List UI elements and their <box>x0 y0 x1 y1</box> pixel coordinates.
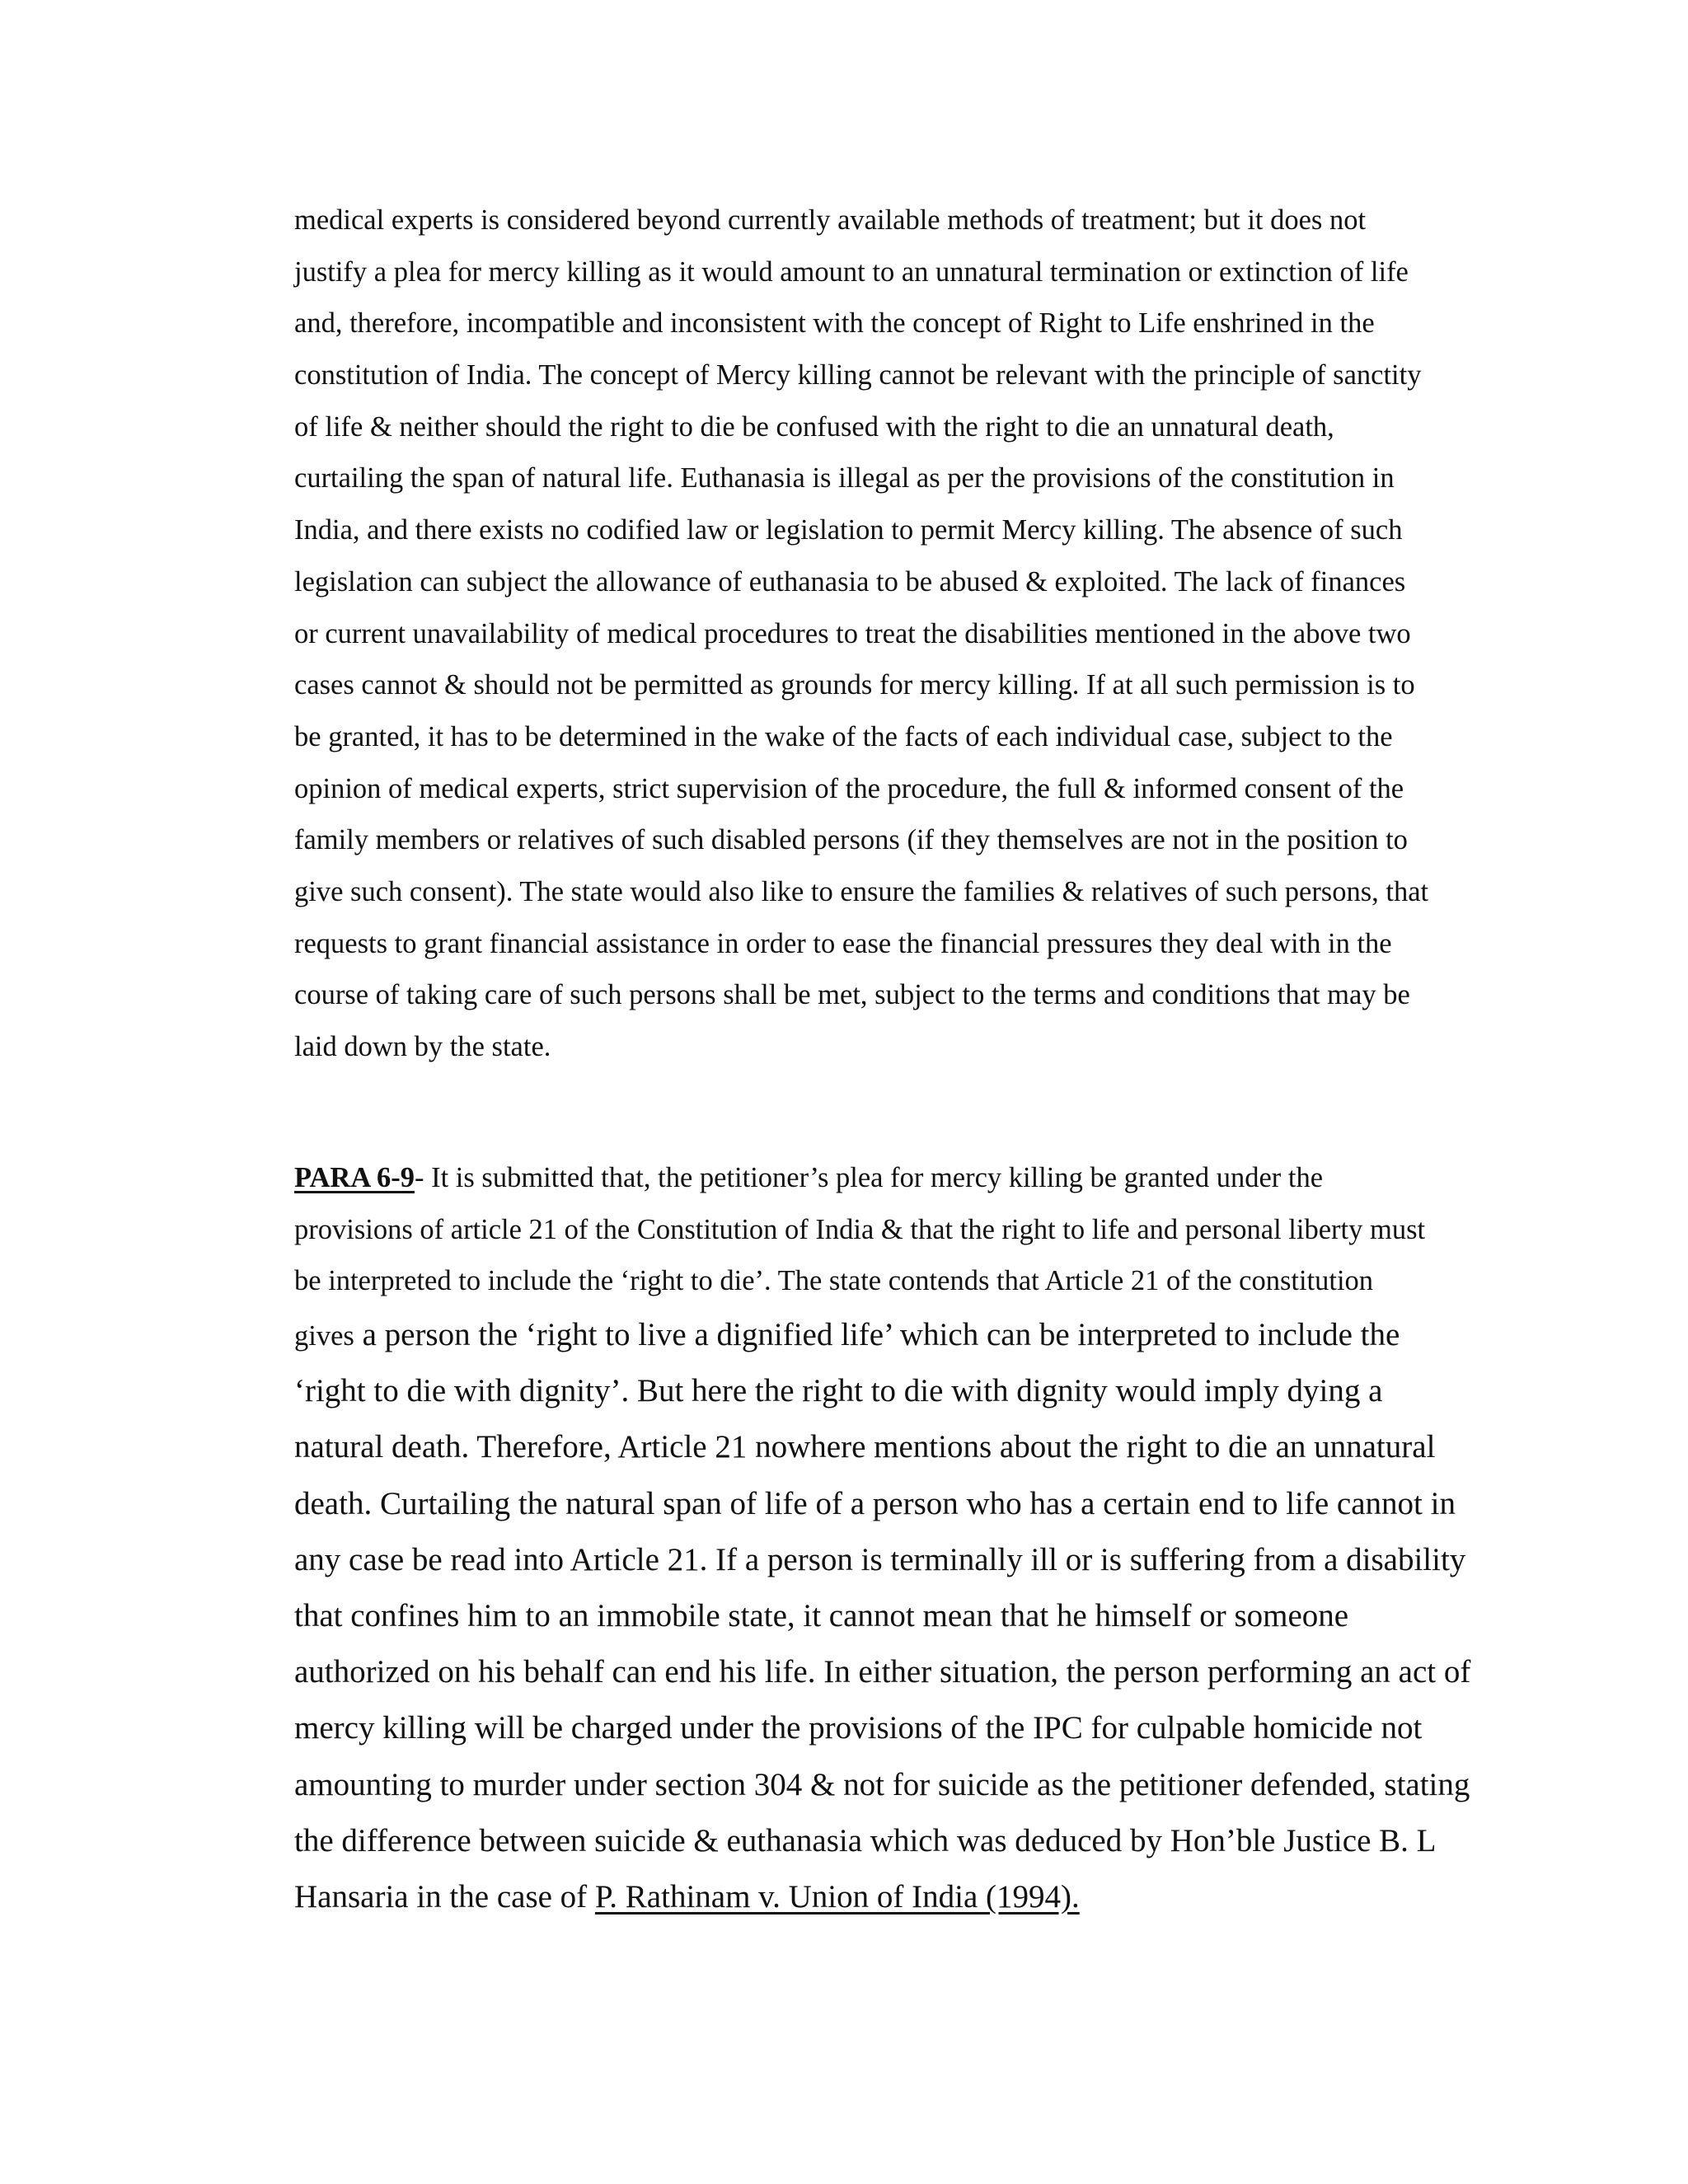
text-line: family members or relatives of such disabled persons (if they themselves are not in the position to <box>294 824 1408 856</box>
text-line-last <box>294 1869 1494 1925</box>
text-line: the difference between suicide & euthanasia which was deduced by Hon’ble Justice B. L <box>294 1822 1437 1858</box>
text-line: curtailing the span of natural life. Euthanasia is illegal as per the provisions of the constitution in <box>294 462 1395 494</box>
text-line: laid down by the state. <box>294 1031 551 1062</box>
paragraph-para-6-9 <box>294 1152 1494 1925</box>
text-line: and, therefore, incompatible and inconsistent with the concept of Right to Life enshrined in the <box>294 307 1375 340</box>
text-line: course of taking care of such persons shall be met, subject to the terms and conditions that may be <box>294 979 1410 1011</box>
text-line: mercy killing will be charged under the provisions of the IPC for culpable homicide not <box>294 1710 1423 1746</box>
mixed-small-part: gives <box>294 1320 354 1352</box>
text-line: requests to grant financial assistance in order to ease the financial pressures they deal with in the <box>294 927 1392 959</box>
text-line: death. Curtailing the natural span of life of a person who has a certain end to life cannot in <box>294 1485 1456 1521</box>
text-line: medical experts is considered beyond currently available methods of treatment; but it does not <box>294 204 1367 236</box>
text-line: cases cannot & should not be permitted as grounds for mercy killing. If at all such permission is to <box>294 669 1415 701</box>
paragraph-first-line <box>294 1152 1494 1204</box>
para-heading: PARA 6-9 <box>294 1162 415 1193</box>
mixed-large-part: a person the ‘right to live a dignified life’ which can be interpreted to include the <box>354 1317 1400 1353</box>
text-line: India, and there exists no codified law or legislation to permit Mercy killing. The absence of such <box>294 514 1403 546</box>
text-line: or current unavailability of medical procedures to treat the disabilities mentioned in the above two <box>294 617 1411 649</box>
text-line: justify a plea for mercy killing as it would amount to an unnatural termination or extinction of life <box>294 255 1409 288</box>
text-line-mixed <box>294 1307 1494 1363</box>
text-line: ‘right to die with dignity’. But here the right to die with dignity would imply dying a <box>294 1373 1383 1409</box>
text-line: constitution of India. The concept of Mercy killing cannot be relevant with the principle of sanctity <box>294 359 1422 391</box>
paragraph-continued <box>294 194 1494 1073</box>
para-heading-suffix: - It is submitted that, the petitioner’s plea for mercy killing be granted under the <box>414 1162 1324 1193</box>
text-line: that confines him to an immobile state, it cannot mean that he himself or someone <box>294 1598 1349 1633</box>
text-line: provisions of article 21 of the Constitution of India & that the right to life and personal liberty must <box>294 1213 1426 1245</box>
text-line: give such consent). The state would also like to ensure the families & relatives of such persons, that <box>294 875 1429 907</box>
text-line: opinion of medical experts, strict supervision of the procedure, the full & informed consent of the <box>294 772 1404 804</box>
text-line: authorized on his behalf can end his life. In either situation, the person performing an act of <box>294 1654 1471 1690</box>
text-line: any case be read into Article 21. If a person is terminally ill or is suffering from a disability <box>294 1541 1466 1577</box>
text-line: of life & neither should the right to die be confused with the right to die an unnatural death, <box>294 410 1334 443</box>
text-line: be interpreted to include the ‘right to die’. The state contends that Article 21 of the constitution <box>294 1265 1374 1297</box>
text-line: amounting to murder under section 304 & not for suicide as the petitioner defended, stating <box>294 1766 1470 1802</box>
text-line: legislation can subject the allowance of euthanasia to be abused & exploited. The lack of finances <box>294 565 1406 598</box>
text-line: natural death. Therefore, Article 21 nowhere mentions about the right to die an unnatural <box>294 1429 1436 1465</box>
last-line-prefix: Hansaria in the case of <box>294 1878 595 1915</box>
case-citation: P. Rathinam v. Union of India (1994). <box>594 1878 1080 1915</box>
text-line: be granted, it has to be determined in the wake of the facts of each individual case, subject to the <box>294 720 1393 752</box>
